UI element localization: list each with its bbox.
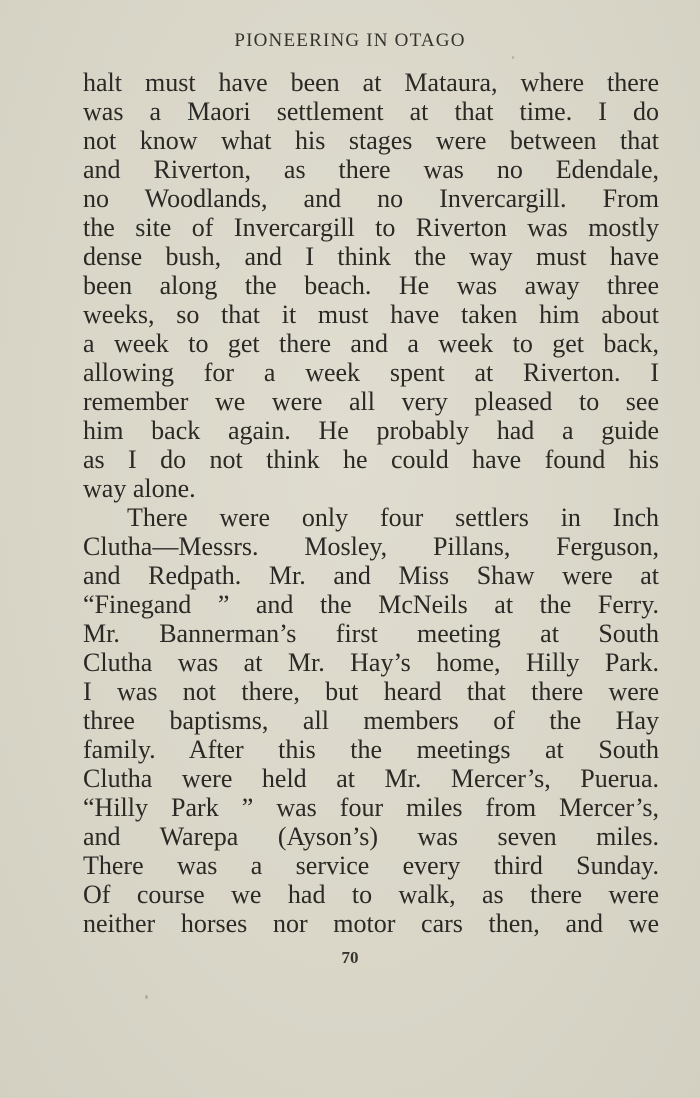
text-line: no Woodlands, and no Invercargill. From — [83, 184, 659, 213]
text-line: “Hilly Park ” was four miles from Mercer’s, — [83, 793, 659, 822]
text-line: was a Maori settlement at that time. I do — [83, 97, 659, 126]
text-line: family. After this the meetings at South — [83, 735, 659, 764]
text-line: allowing for a week spent at Riverton. I — [83, 358, 659, 387]
text-line: There was a service every third Sunday. — [83, 851, 659, 880]
page-number: 70 — [341, 948, 359, 967]
paragraph-2 — [83, 503, 659, 938]
text-line: I was not there, but heard that there were — [83, 677, 659, 706]
text-line: Clutha was at Mr. Hay’s home, Hilly Park. — [83, 648, 659, 677]
text-line: not know what his stages were between that — [83, 126, 659, 155]
text-line: and Warepa (Ayson’s) was seven miles. — [83, 822, 659, 851]
text-line: been along the beach. He was away three — [83, 271, 659, 300]
text-line: and Riverton, as there was no Edendale, — [83, 155, 659, 184]
text-line: Mr. Bannerman’s first meeting at South — [83, 619, 659, 648]
text-line: dense bush, and I think the way must have — [83, 242, 659, 271]
text-line: Clutha—Messrs. Mosley, Pillans, Ferguson, — [83, 532, 659, 561]
body-text — [83, 68, 659, 938]
text-line: There were only four settlers in Inch — [127, 503, 659, 532]
text-line: “Finegand ” and the McNeils at the Ferry. — [83, 590, 659, 619]
text-line: the site of Invercargill to Riverton was mostly — [83, 213, 659, 242]
text-line: a week to get there and a week to get back, — [83, 329, 659, 358]
text-line: halt must have been at Mataura, where there — [83, 68, 659, 97]
text-line: and Redpath. Mr. and Miss Shaw were at — [83, 561, 659, 590]
paper-speck — [512, 56, 514, 59]
text-line: weeks, so that it must have taken him about — [83, 300, 659, 329]
text-line: Of course we had to walk, as there were — [83, 880, 659, 909]
text-line: him back again. He probably had a guide — [83, 416, 659, 445]
running-head: PIONEERING IN OTAGO — [234, 30, 466, 51]
text-line: three baptisms, all members of the Hay — [83, 706, 659, 735]
paper-speck — [145, 995, 148, 999]
text-line: as I do not think he could have found his — [83, 445, 659, 474]
text-line: way alone. — [83, 474, 196, 503]
text-line: remember we were all very pleased to see — [83, 387, 659, 416]
text-line: Clutha were held at Mr. Mercer’s, Puerua. — [83, 764, 659, 793]
text-line: neither horses nor motor cars then, and we — [83, 909, 659, 938]
paragraph-1 — [83, 68, 659, 503]
